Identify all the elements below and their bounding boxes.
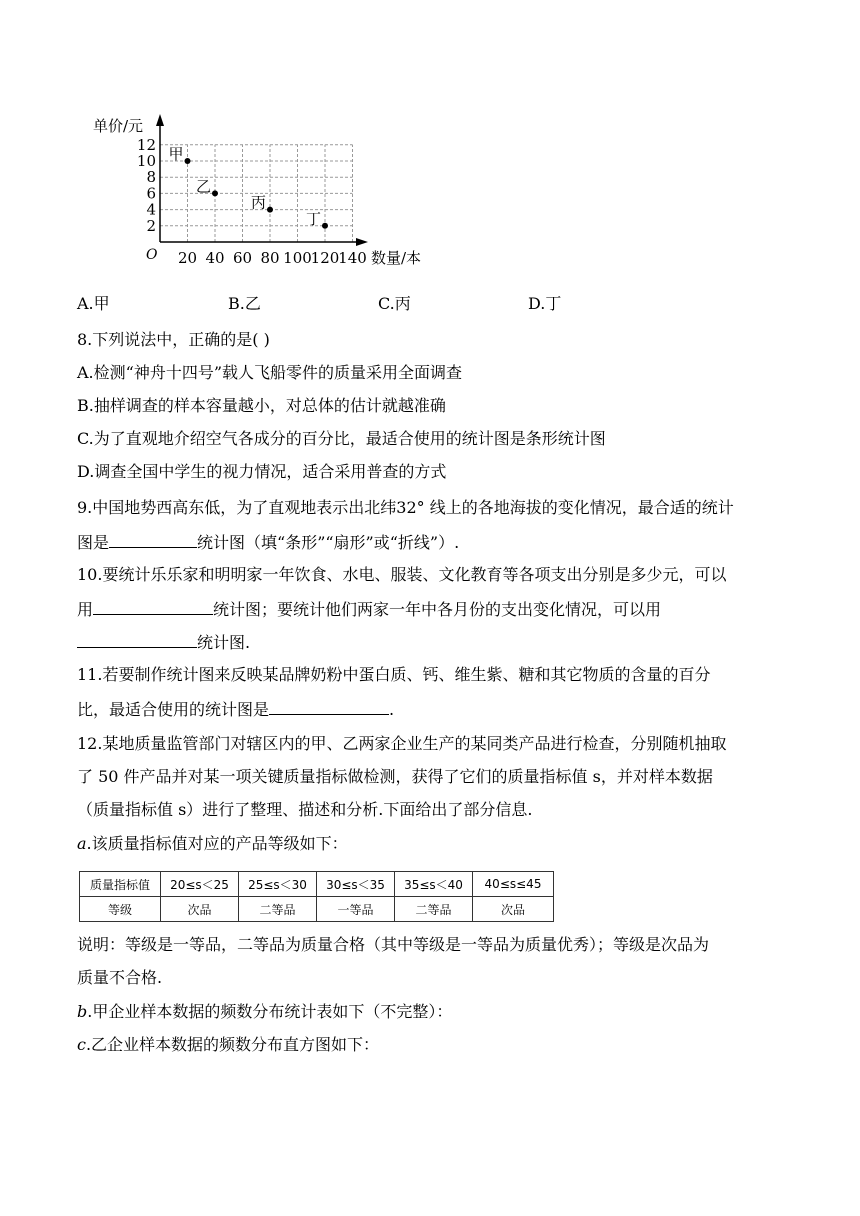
q7-option-c: C.丙: [378, 294, 411, 313]
q10-text-post2: 统计图.: [197, 633, 251, 652]
q10-text-post: 统计图；要统计他们两家一年中各月份的支出变化情况，可以用: [213, 600, 662, 619]
table-cell: 20≤s＜25: [161, 872, 239, 897]
y-tick-labels: [137, 136, 156, 235]
x-tick-labels: [178, 249, 367, 267]
part-c-label: c: [77, 1035, 86, 1054]
y-tick-label: 10: [136, 152, 156, 170]
answer-blank[interactable]: [93, 598, 213, 615]
part-c-text: .乙企业样本数据的频数分布直方图如下：: [85, 1035, 380, 1054]
data-point-label: 甲: [168, 145, 184, 163]
q12-note-line1: 说明：等级是一等品，二等品为质量合格（其中等级是一等品为质量优秀）；等级是次品为: [77, 935, 710, 954]
y-tick-label: 4: [146, 200, 156, 219]
grade-table: [79, 871, 554, 922]
y-axis-label: 单价/元: [93, 117, 144, 135]
q12-line3: （质量指标值 s）进行了整理、描述和分析.下面给出了部分信息.: [77, 800, 533, 819]
q12-part-a: [77, 834, 348, 854]
q11-text-post: .: [389, 700, 395, 719]
q9-text-post: 统计图（填“条形”“扇形”或“折线”）.: [197, 533, 460, 552]
q8-option-b: B.抽样调查的样本容量越小，对总体的估计就越准确: [77, 396, 446, 415]
q12-line1: 12.某地质量监管部门对辖区内的甲、乙两家企业生产的某同类产品进行检查，分别随机抽取: [77, 734, 727, 753]
data-point: [267, 207, 273, 213]
x-tick-label: 40: [205, 249, 225, 267]
q11-text-pre: 比，最适合使用的统计图是: [77, 700, 270, 719]
y-tick-label: 2: [146, 216, 156, 235]
q7-option-a: A.甲: [77, 294, 110, 313]
q7-option-b: B.乙: [228, 294, 261, 313]
q9-line2: [77, 531, 459, 553]
chart-points: [168, 145, 328, 229]
q12-note-line2: 质量不合格.: [77, 968, 163, 987]
x-tick-label: 20: [177, 249, 198, 267]
q12-part-c: [77, 1035, 379, 1055]
q9-text-pre: 图是: [77, 533, 110, 552]
q8-option-c: C.为了直观地介绍空气各成分的百分比，最适合使用的统计图是条形统计图: [77, 429, 606, 448]
q11-line2: [77, 698, 394, 720]
q8-option-d: D.调查全国中学生的视力情况，适合采用普查的方式: [77, 462, 447, 481]
q12-line2: 了 50 件产品并对某一项关键质量指标做检测，获得了它们的质量指标值 s，并对样本数据: [77, 767, 713, 786]
table-cell: 35≤s＜40: [395, 872, 473, 897]
answer-blank[interactable]: [109, 531, 197, 548]
q9-line1: 9.中国地势西高东低，为了直观地表示出北纬32° 线上的各地海拔的变化情况，最合适的统计: [77, 498, 734, 517]
table-cell: 25≤s＜30: [239, 872, 317, 897]
q8-option-a: A.检测“神舟十四号”载人飞船零件的质量采用全面调查: [77, 363, 463, 382]
table-cell: 质量指标值: [80, 872, 161, 897]
x-axis-label: 数量/本: [371, 249, 422, 267]
price-quantity-chart: [0, 0, 860, 280]
answer-blank[interactable]: [269, 698, 389, 715]
answer-blank[interactable]: [77, 631, 197, 648]
data-point: [212, 190, 218, 196]
x-tick-label: 60: [232, 249, 253, 267]
grade-table-row: [80, 897, 554, 922]
data-point: [185, 158, 191, 164]
part-b-text: .甲企业样本数据的频数分布统计表如下（不完整）：: [87, 1002, 453, 1021]
table-cell: 次品: [161, 897, 239, 922]
x-tick-label: 120: [310, 249, 340, 267]
y-tick-label: 12: [136, 135, 156, 154]
q8-stem: 8.下列说法中，正确的是( ): [77, 330, 270, 349]
q10-line1: 10.要统计乐乐家和明明家一年饮食、水电、服装、文化教育等各项支出分别是多少元，可以: [77, 565, 727, 584]
q10-line2: [77, 598, 661, 620]
grade-table-header-row: [80, 872, 554, 897]
table-cell: 30≤s＜35: [317, 872, 395, 897]
table-cell: 次品: [473, 897, 554, 922]
table-cell: 等级: [80, 897, 161, 922]
x-tick-label: 100: [283, 249, 312, 267]
x-tick-label: 80: [260, 249, 280, 267]
data-point-label: 丙: [250, 193, 266, 212]
table-cell: 二等品: [239, 897, 317, 922]
q7-option-d: D.丁: [528, 294, 562, 313]
y-axis-arrow: [156, 114, 164, 126]
part-b-label: b: [77, 1002, 88, 1021]
y-tick-label: 8: [146, 168, 156, 187]
data-point-label: 乙: [195, 177, 211, 196]
table-cell: 二等品: [395, 897, 473, 922]
table-cell: 一等品: [317, 897, 395, 922]
part-a-label: a: [77, 834, 87, 853]
part-a-text: .该质量指标值对应的产品等级如下：: [86, 834, 348, 853]
data-point: [322, 223, 328, 229]
origin-label: O: [146, 247, 158, 263]
q10-text-pre: 用: [77, 600, 94, 619]
table-cell: 40≤s≤45: [473, 872, 554, 897]
y-tick-label: 6: [146, 184, 156, 203]
q10-line3: [77, 631, 250, 653]
x-tick-label: 140: [338, 249, 367, 267]
x-axis-arrow: [356, 238, 368, 246]
q12-part-b: [77, 1002, 452, 1022]
data-point-label: 丁: [305, 209, 321, 228]
q11-line1: 11.若要制作统计图来反映某品牌奶粉中蛋白质、钙、维生紫、糖和其它物质的含量的百分: [77, 665, 711, 684]
